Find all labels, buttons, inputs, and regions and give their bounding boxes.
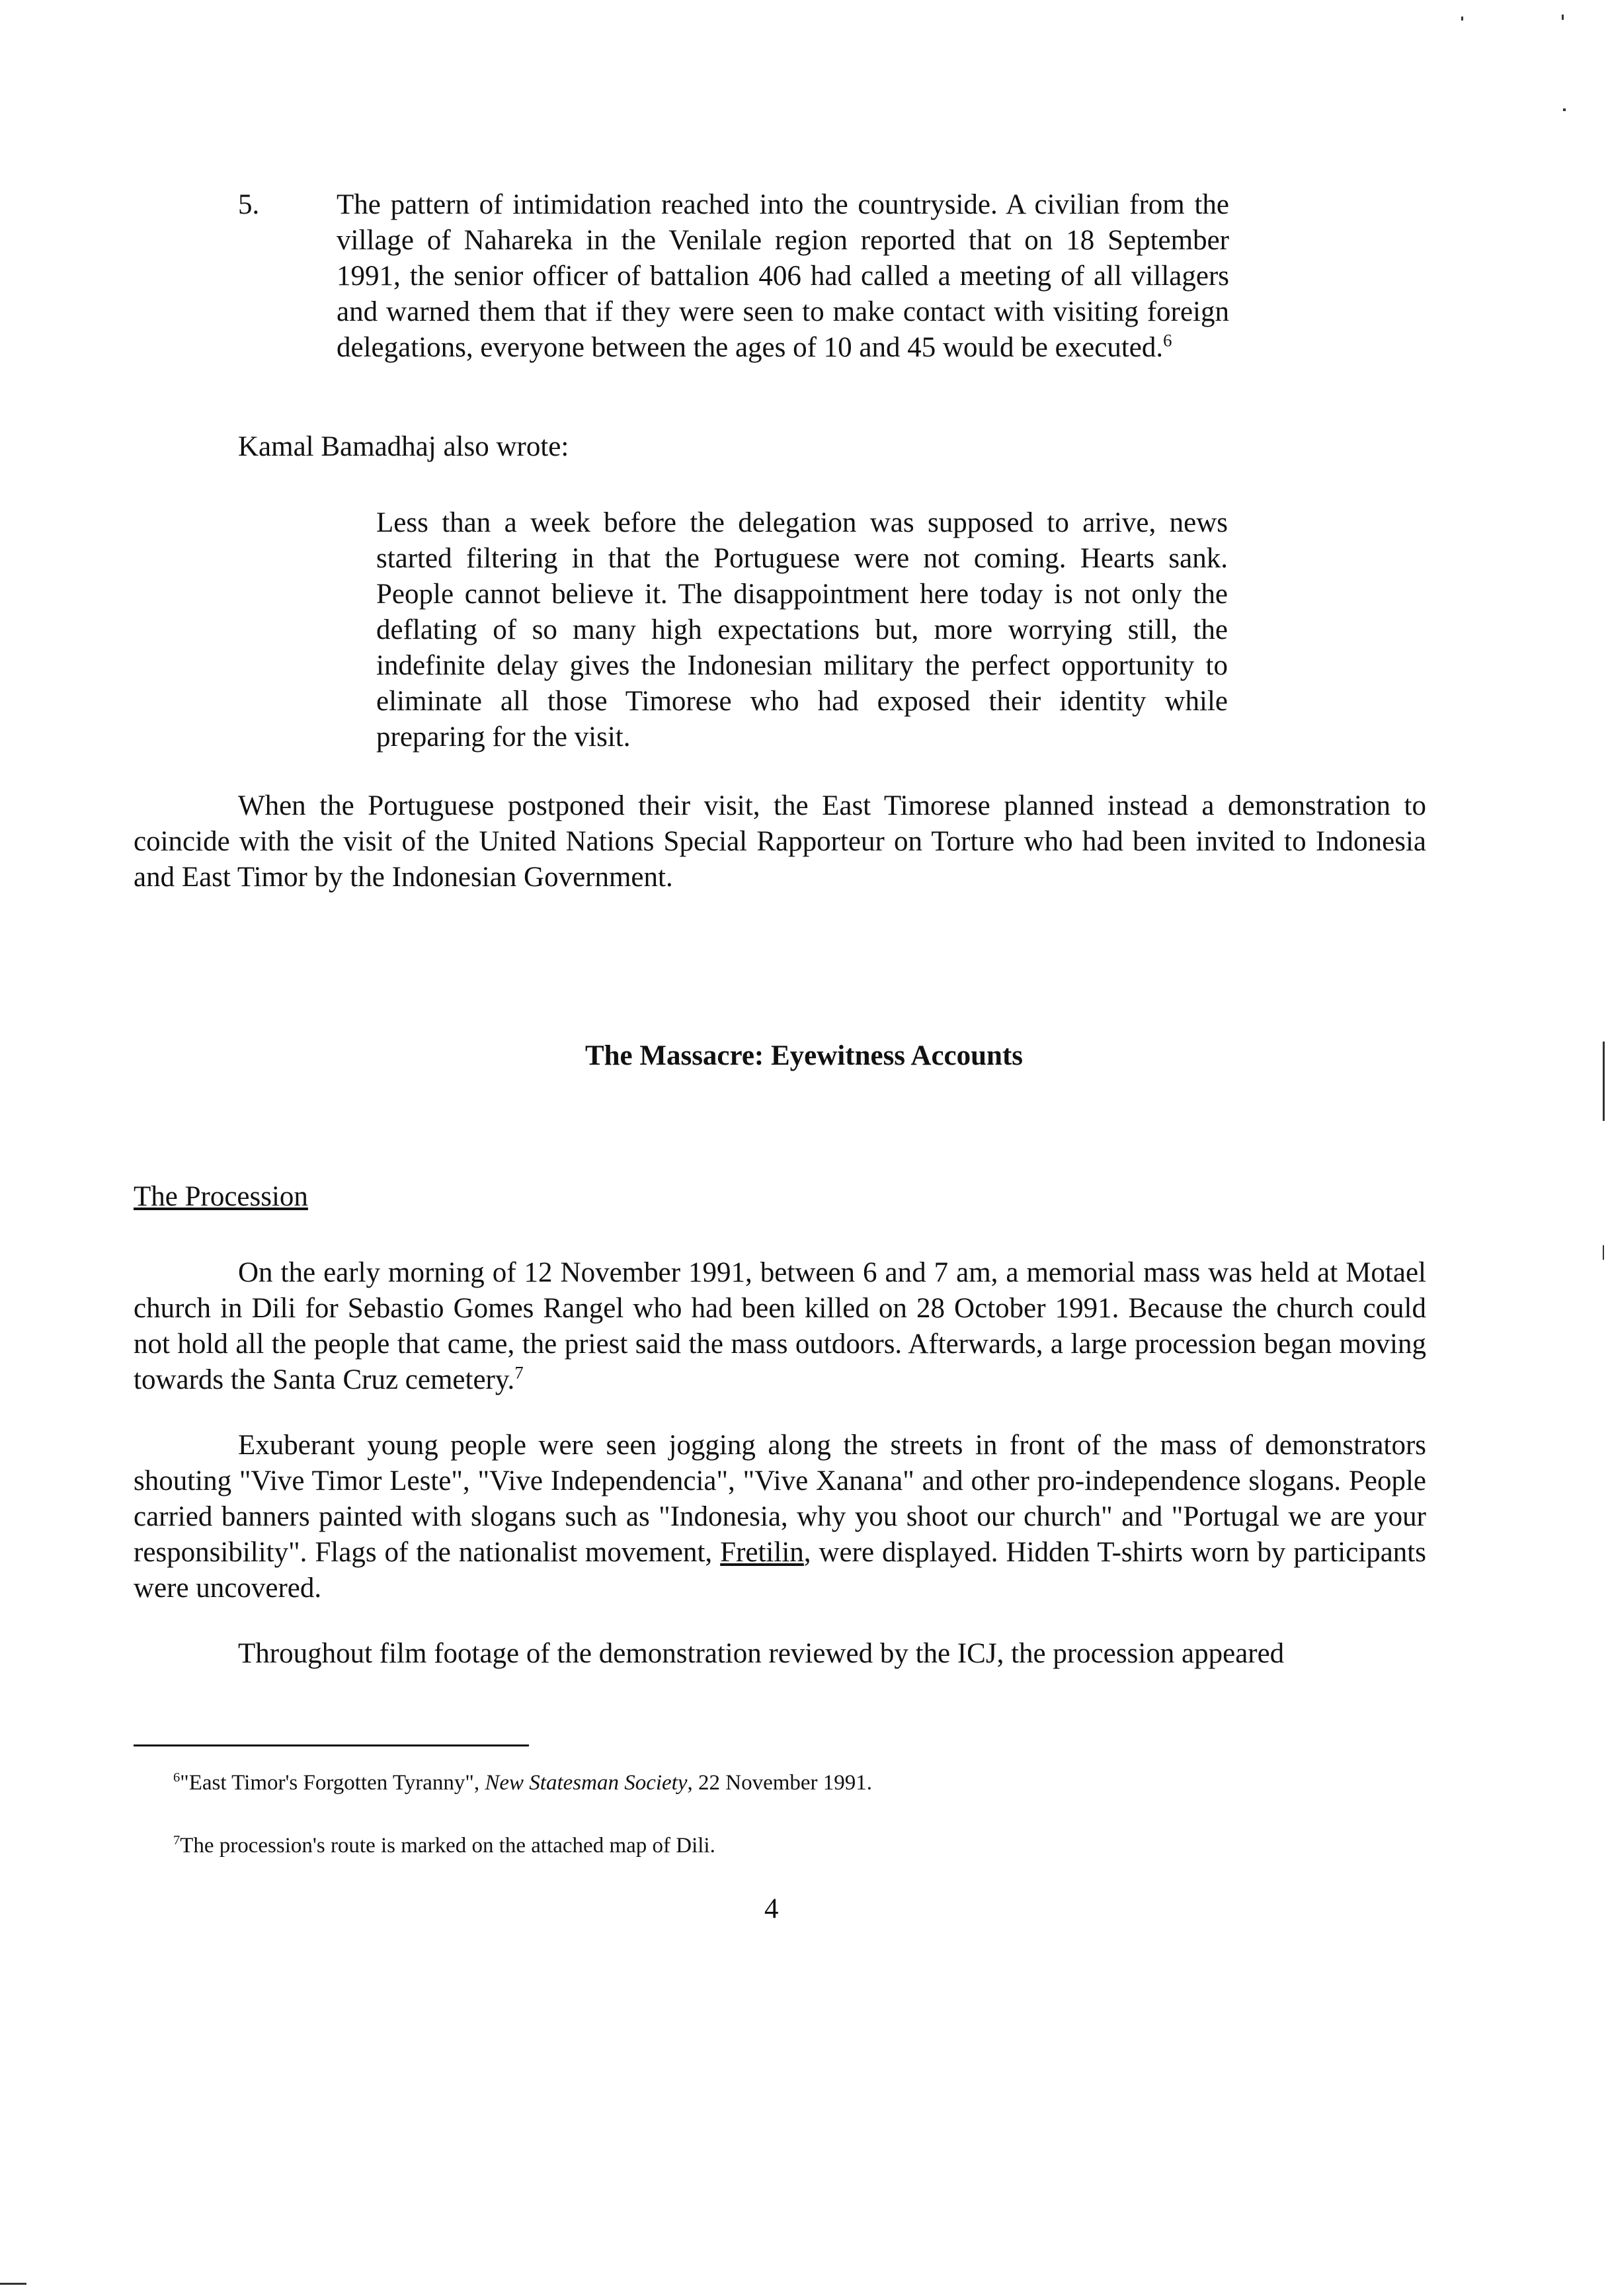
footnote-6-text-1: "East Timor's Forgotten Tyranny", bbox=[180, 1771, 485, 1795]
footnote-marker: 6 bbox=[173, 1770, 181, 1785]
paragraph-demonstrators-text-2: , were displayed. Hidden T-shirts worn by participants were uncovered. bbox=[134, 1537, 1426, 1604]
block-quote: Less than a week before the delegation was supposed to arrive, news started filtering in that the Portuguese were not coming. Hearts sank. People cannot believe it. The disappointment here today is not only the deflating of so many high expectations but, more worrying still, the indefinite delay gives the Indonesian military the perfect opportunity to eliminate all those Timorese who had exposed their identity while preparing for the visit. bbox=[376, 507, 1228, 753]
scan-artifact bbox=[0, 2283, 26, 2285]
paragraph-demonstrators bbox=[134, 1428, 1426, 1606]
footnote-divider bbox=[134, 1744, 529, 1746]
paragraph-5-text: The pattern of intimidation reached into the countryside. A civilian from the village of Nahareka in the Venilale region reported that on 18 September 1991, the senior officer of battalion 406 had called a meeting of all villagers and warned them that if they were seen to make contact with visiting foreign delegations, everyone between the ages of 10 and 45 would be executed. bbox=[337, 189, 1229, 363]
footnote-7-text: The procession's route is marked on the attached map of Dili. bbox=[180, 1834, 715, 1858]
paragraph-5 bbox=[337, 187, 1229, 366]
scan-artifact bbox=[1603, 1245, 1604, 1260]
paragraph-film-footage: Throughout film footage of the demonstration reviewed by the ICJ, the procession appeared bbox=[238, 1638, 1285, 1669]
paragraph-number: 5. bbox=[238, 189, 260, 220]
section-heading: The Massacre: Eyewitness Accounts bbox=[584, 1040, 1024, 1071]
subheading: The Procession bbox=[134, 1181, 308, 1212]
scan-artifact bbox=[1603, 1042, 1605, 1121]
paragraph-memorial-mass bbox=[134, 1255, 1426, 1398]
footnote-6 bbox=[173, 1769, 872, 1797]
fretilin-underlined: Fretilin bbox=[720, 1537, 804, 1568]
page-number: 4 bbox=[764, 1893, 779, 1924]
footnote-marker: 7 bbox=[173, 1833, 181, 1848]
scan-artifact bbox=[1461, 17, 1463, 20]
paragraph-memorial-mass-text: On the early morning of 12 November 1991, between 6 and 7 am, a memorial mass was held at Motael church in Dili for Sebastio Gomes Rangel who had been killed on 28 October 1991. Because the church could not hold all the people that came, the priest said the mass outdoors. Afterwards, a large procession began moving towards the Santa Cruz cemetery. bbox=[134, 1257, 1426, 1395]
footnote-6-text-2: , 22 November 1991. bbox=[687, 1771, 873, 1795]
scan-artifact bbox=[1562, 15, 1564, 20]
paragraph-postponed: When the Portuguese postponed their visit, the East Timorese planned instead a demonstration to coincide with the visit of the United Nations Special Rapporteur on Torture who had been invited to Indonesia and East Timor by the Indonesian Government. bbox=[134, 790, 1426, 893]
scan-artifact bbox=[1563, 108, 1566, 111]
footnote-6-publication: New Statesman Society bbox=[485, 1771, 688, 1795]
paragraph-demonstrators-text-1: Exuberant young people were seen jogging along the streets in front of the mass of demonstrators shouting "Vive Timor Leste", "Vive Independencia", "Vive Xanana" and other pro-independence slogans. People carried banners painted with slogans such as "Indonesia, why you shoot our church" and "Portugal we are your responsibility". Flags of the nationalist movement, bbox=[134, 1430, 1426, 1568]
footnote-7 bbox=[173, 1832, 715, 1860]
quote-intro: Kamal Bamadhaj also wrote: bbox=[238, 431, 569, 462]
footnote-ref-6: 6 bbox=[1163, 330, 1172, 350]
footnote-ref-7: 7 bbox=[514, 1362, 524, 1383]
